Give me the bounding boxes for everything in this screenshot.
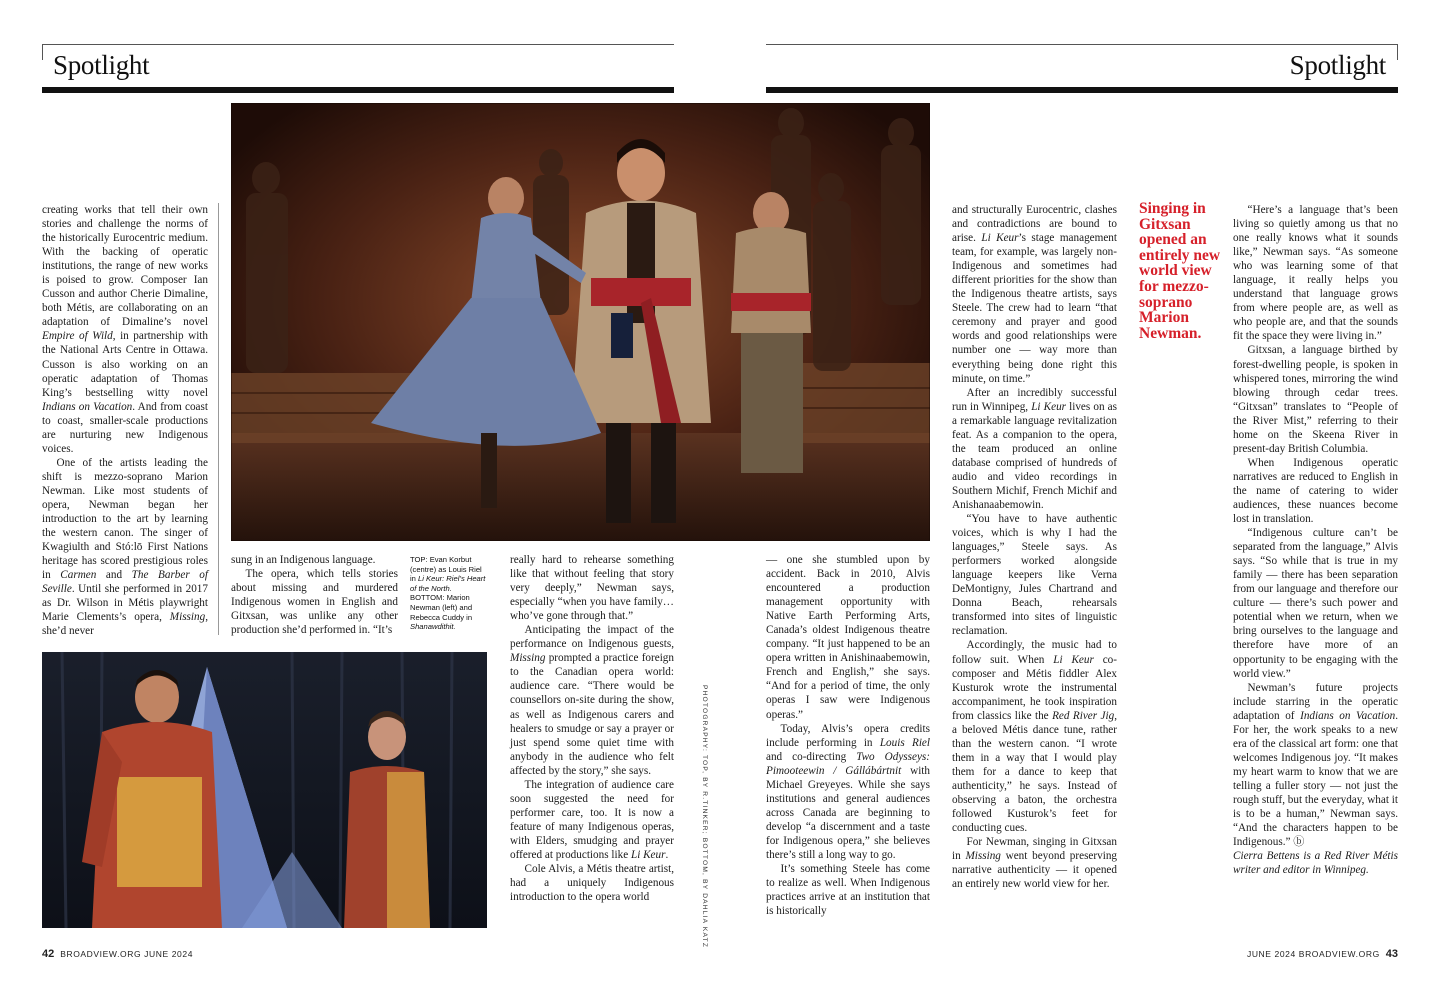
author-bio: Cierra Bettens is a Red River Métis writer and editor in Winnipeg. (1233, 850, 1398, 877)
photo-caption: TOP: Evan Korbut (centre) as Louis Riel in Li Keur: Riel’s Heart of the North. BOTTOM: Marion Newman (left) and Rebecca Cuddy in Shanawdithit. (410, 555, 486, 632)
photo-shanawdithit (42, 652, 487, 928)
section-title-left: Spotlight (53, 50, 150, 80)
footer-right: JUNE 2024 BROADVIEW.ORG 43 (1246, 948, 1398, 960)
header-bottom-rule-right (766, 87, 1398, 93)
page-number-right: 43 (1385, 948, 1398, 960)
pull-quote: Singing in Gitxsan opened an entirely new world view for mezzo-soprano Marion Newman. (1139, 200, 1221, 342)
article-column-4: — one she stumbled upon by accident. Back in 2010, Alvis encountered a production management opportunity with Native Earth Performing Arts, Canada’s oldest Indigenous theatre company. “It just happened to be an opera written in Anishinaabemowin, French and English,” she says. “And for a period of time, the only operas I saw were Indigenous operas.” Today, Alvis’s opera credits include performing in Louis Riel and co-directing Two Odysseys: Pimooteewin / Gállábártnit with Michael Greyeyes. While she says institutions and general audiences across Canada are beginning to develop “a discernment and a taste for Indigenous opera,” she believes there’s still a long way to go. It’s something Steele has come to realize as well. When Indigenous practices arrive at an institution that is historically (766, 554, 931, 918)
header-bottom-rule-left (42, 87, 674, 93)
header-tick-right (1397, 44, 1398, 60)
article-column-3: really hard to rehearse something like that without feeling that story very deeply,” Newman says, especially “when you have family… who’ve gone through that.” Anticipating the impact of the performance on Indigenous guests, Missing prompted a practice foreign to the Canadian opera world: audience care. “There would be counsellors on-site during the show, as well as Indigenous carers and healers to smudge or say a prayer or just spend some quiet time with anybody in the audience who felt affected by the story,” she says. The integration of audience care soon suggested the need for performer care, too. It is now a feature of many Indigenous operas, with Elders, smudging and prayer offered at productions like Li Keur. Cole Alvis, a Métis theatre artist, had a uniquely Indigenous introduction to the opera world (510, 554, 674, 904)
article-column-1: creating works that tell their own stories and challenge the norms of the historically Eurocentric medium. With the backing of operatic institutions, the range of new works is poised to grow. Composer Ian Cusson and author Cherie Dimaline, both Métis, are collaborating on an adaptation of Dimaline’s novel Empire of Wild, in partnership with the National Arts Centre in Ottawa. Cusson is also working on an operatic adaptation of Thomas King’s bestselling witty novel Indians on Vacation. And from coast to coast, smaller-scale productions are nurturing new Indigenous voices. One of the artists leading the shift is mezzo-soprano Marion Newman. Like most students of opera, Newman began her introduction to the art by learning the western canon. The singer of Kwagiulth and Stó:lō First Nations heritage has scored prestigious roles in Carmen and The Barber of Seville. Until she performed in 2017 as Dr. Wilson in Métis playwright Marie Clements’s opera, Missing, she’d never (42, 204, 209, 638)
header-top-rule-left (42, 44, 674, 45)
photo-credit: PHOTOGRAPHY: TOP, BY R.TINKER; BOTTOM, BY DAHLIA KATZ (701, 685, 708, 949)
end-mark-icon: ⓑ (1290, 836, 1305, 849)
section-title-right: Spotlight (1289, 50, 1386, 80)
article-column-6: “Here’s a language that’s been living so quietly among us that no one really knows what it sounds like,” Newman says. “As someone who was learning some of that language, it really helps you understand that language grows from where people are, as well as who people are, and that the sounds fit the space they were living in.” Gitxsan, a language birthed by forest-dwelling people, is spoken in whispered tones, mirroring the wind blowing through cedar trees. “Gitxsan” translates to “People of the River Mist,” referring to their home on the Skeena River in present-day British Columbia. When Indigenous operatic narratives are reduced to English in the name of catering to wider audiences, these nuances become lost in translation. “Indigenous culture can’t be separated from the language,” Alvis says. “So while that is true in my family — there has been separation from our language and therefore our culture — there’s such power and potential when we return, when we bring ourselves to the language and therefore have more of an opportunity to be engaging with the world view.” Newman’s future projects include starring in the operatic adaptation of Indians on Vacation. For her, the work speaks to a new era of the classical art form: one that welcomes Indigenous joy. “It makes my heart warm to know that we are telling a fuller story — not just the rough stuff, but the everyday, what it is to be a human,” Newman says. “And the characters happen to be Indigenous.” ⓑ Cierra Bettens is a Red River Métis writer and editor in Winnipeg. (1233, 204, 1398, 877)
article-column-5: and structurally Eurocentric, clashes and contradictions are bound to arise. Li Keur’s stage management team, for example, was largely non-Indigenous and sometimes had different priorities for the show than the Indigenous theatre artists, says Steele. The crew had to learn “that ceremony and prayer and good words and good relationships were number one — way more than everything being done right this minute, on time.” After an incredibly successful run in Winnipeg, Li Keur lives on as a remarkable language revitalization feat. As a companion to the opera, the team produced an online database comprised of hundreds of audio and video recordings in Southern Michif, French Michif and Anishanaabemowin. “You have to have authentic voices, which is why I had the languages,” Steele says. As performers worked alongside language keepers like Verna DeMontigny, Jules Chartrand and Donna Beach, rehearsals transformed into sites of linguistic reclamation. Accordingly, the music had to follow suit. When Li Keur co-composer and Métis fiddler Alex Kusturok wrote the instrumental accompaniment, he took inspiration from classics like the Red River Jig, a beloved Métis dance tune, rather than the western canon. “I wrote them in a way that I would play them for a dance to keep that authenticity,” he says. Instead of observing a baton, the orchestra followed Kusturok’s feet for conducting cues. For Newman, singing in Gitxsan in Missing went beyond preserving narrative authenticity — it opened an entirely new world view for her. (952, 204, 1118, 891)
footer-left: 42 BROADVIEW.ORG JUNE 2024 (42, 948, 194, 960)
header-tick-left (42, 44, 43, 60)
photo-li-keur-stage (231, 103, 930, 541)
page-number-left: 42 (42, 948, 55, 960)
header-top-rule-right (766, 44, 1398, 45)
column-divider (218, 203, 219, 635)
article-column-2: sung in an Indigenous language. The opera, which tells stories about missing and murdered Indigenous women in English and Gitxsan, was unlike any other production she’d performed in. “It’s (231, 554, 398, 637)
